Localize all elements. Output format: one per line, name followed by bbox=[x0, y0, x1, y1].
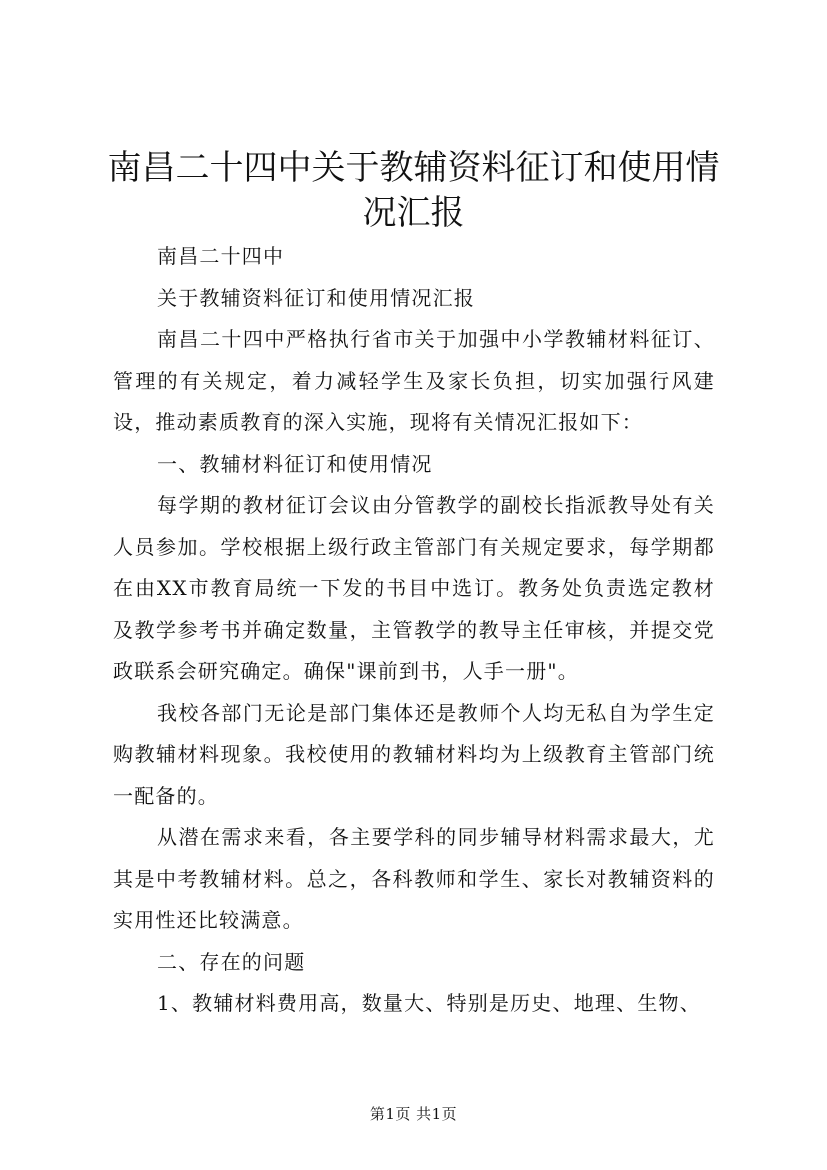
section-heading-ordering-usage: 一、教辅材料征订和使用情况 bbox=[157, 451, 433, 476]
paragraph-school-name: 南昌二十四中 bbox=[157, 244, 285, 268]
paragraph-no-private-ordering: 我校各部门无论是部门集体还是教师个人均无私自为学生定购教辅材料现象。我校使用的教辅材料均为上级教育主管部门统一配备的。 bbox=[113, 700, 715, 808]
page-number-footer: 第1页 共1页 bbox=[369, 1105, 458, 1123]
document-title: 南昌二十四中关于教辅资料征订和使用情况汇报 bbox=[107, 148, 720, 233]
document-body bbox=[113, 236, 715, 1025]
paragraph-demand: 从潜在需求来看，各主要学科的同步辅导材料需求最大，尤其是中考教辅材料。总之，各科教师和学生、家长对教辅资料的实用性还比较满意。 bbox=[113, 825, 715, 932]
section-heading-problems: 二、存在的问题 bbox=[157, 949, 306, 974]
paragraph-ordering-process: 每学期的教材征订会议由分管教学的副校长指派教导处有关人员参加。学校根据上级行政主管部门有关规定要求，每学期都在由XX市教育局统一下发的书目中选订。教务处负责选定教材及教学参考书并确定数量，主管教学的教导主任审核，并提交党政联系会研究确定。确保"课前到书，人手一册"。 bbox=[113, 493, 715, 683]
paragraph-introduction: 南昌二十四中严格执行省市关于加强中小学教辅材料征订、管理的有关规定，着力减轻学生及家长负担，切实加强行风建设，推动素质教育的深入实施，现将有关情况汇报如下： bbox=[113, 327, 715, 434]
paragraph-problem-1: 1、教辅材料费用高，数量大、特别是历史、地理、生物、 bbox=[157, 991, 701, 1015]
paragraph-report-subtitle: 关于教辅资料征订和使用情况汇报 bbox=[157, 285, 475, 310]
